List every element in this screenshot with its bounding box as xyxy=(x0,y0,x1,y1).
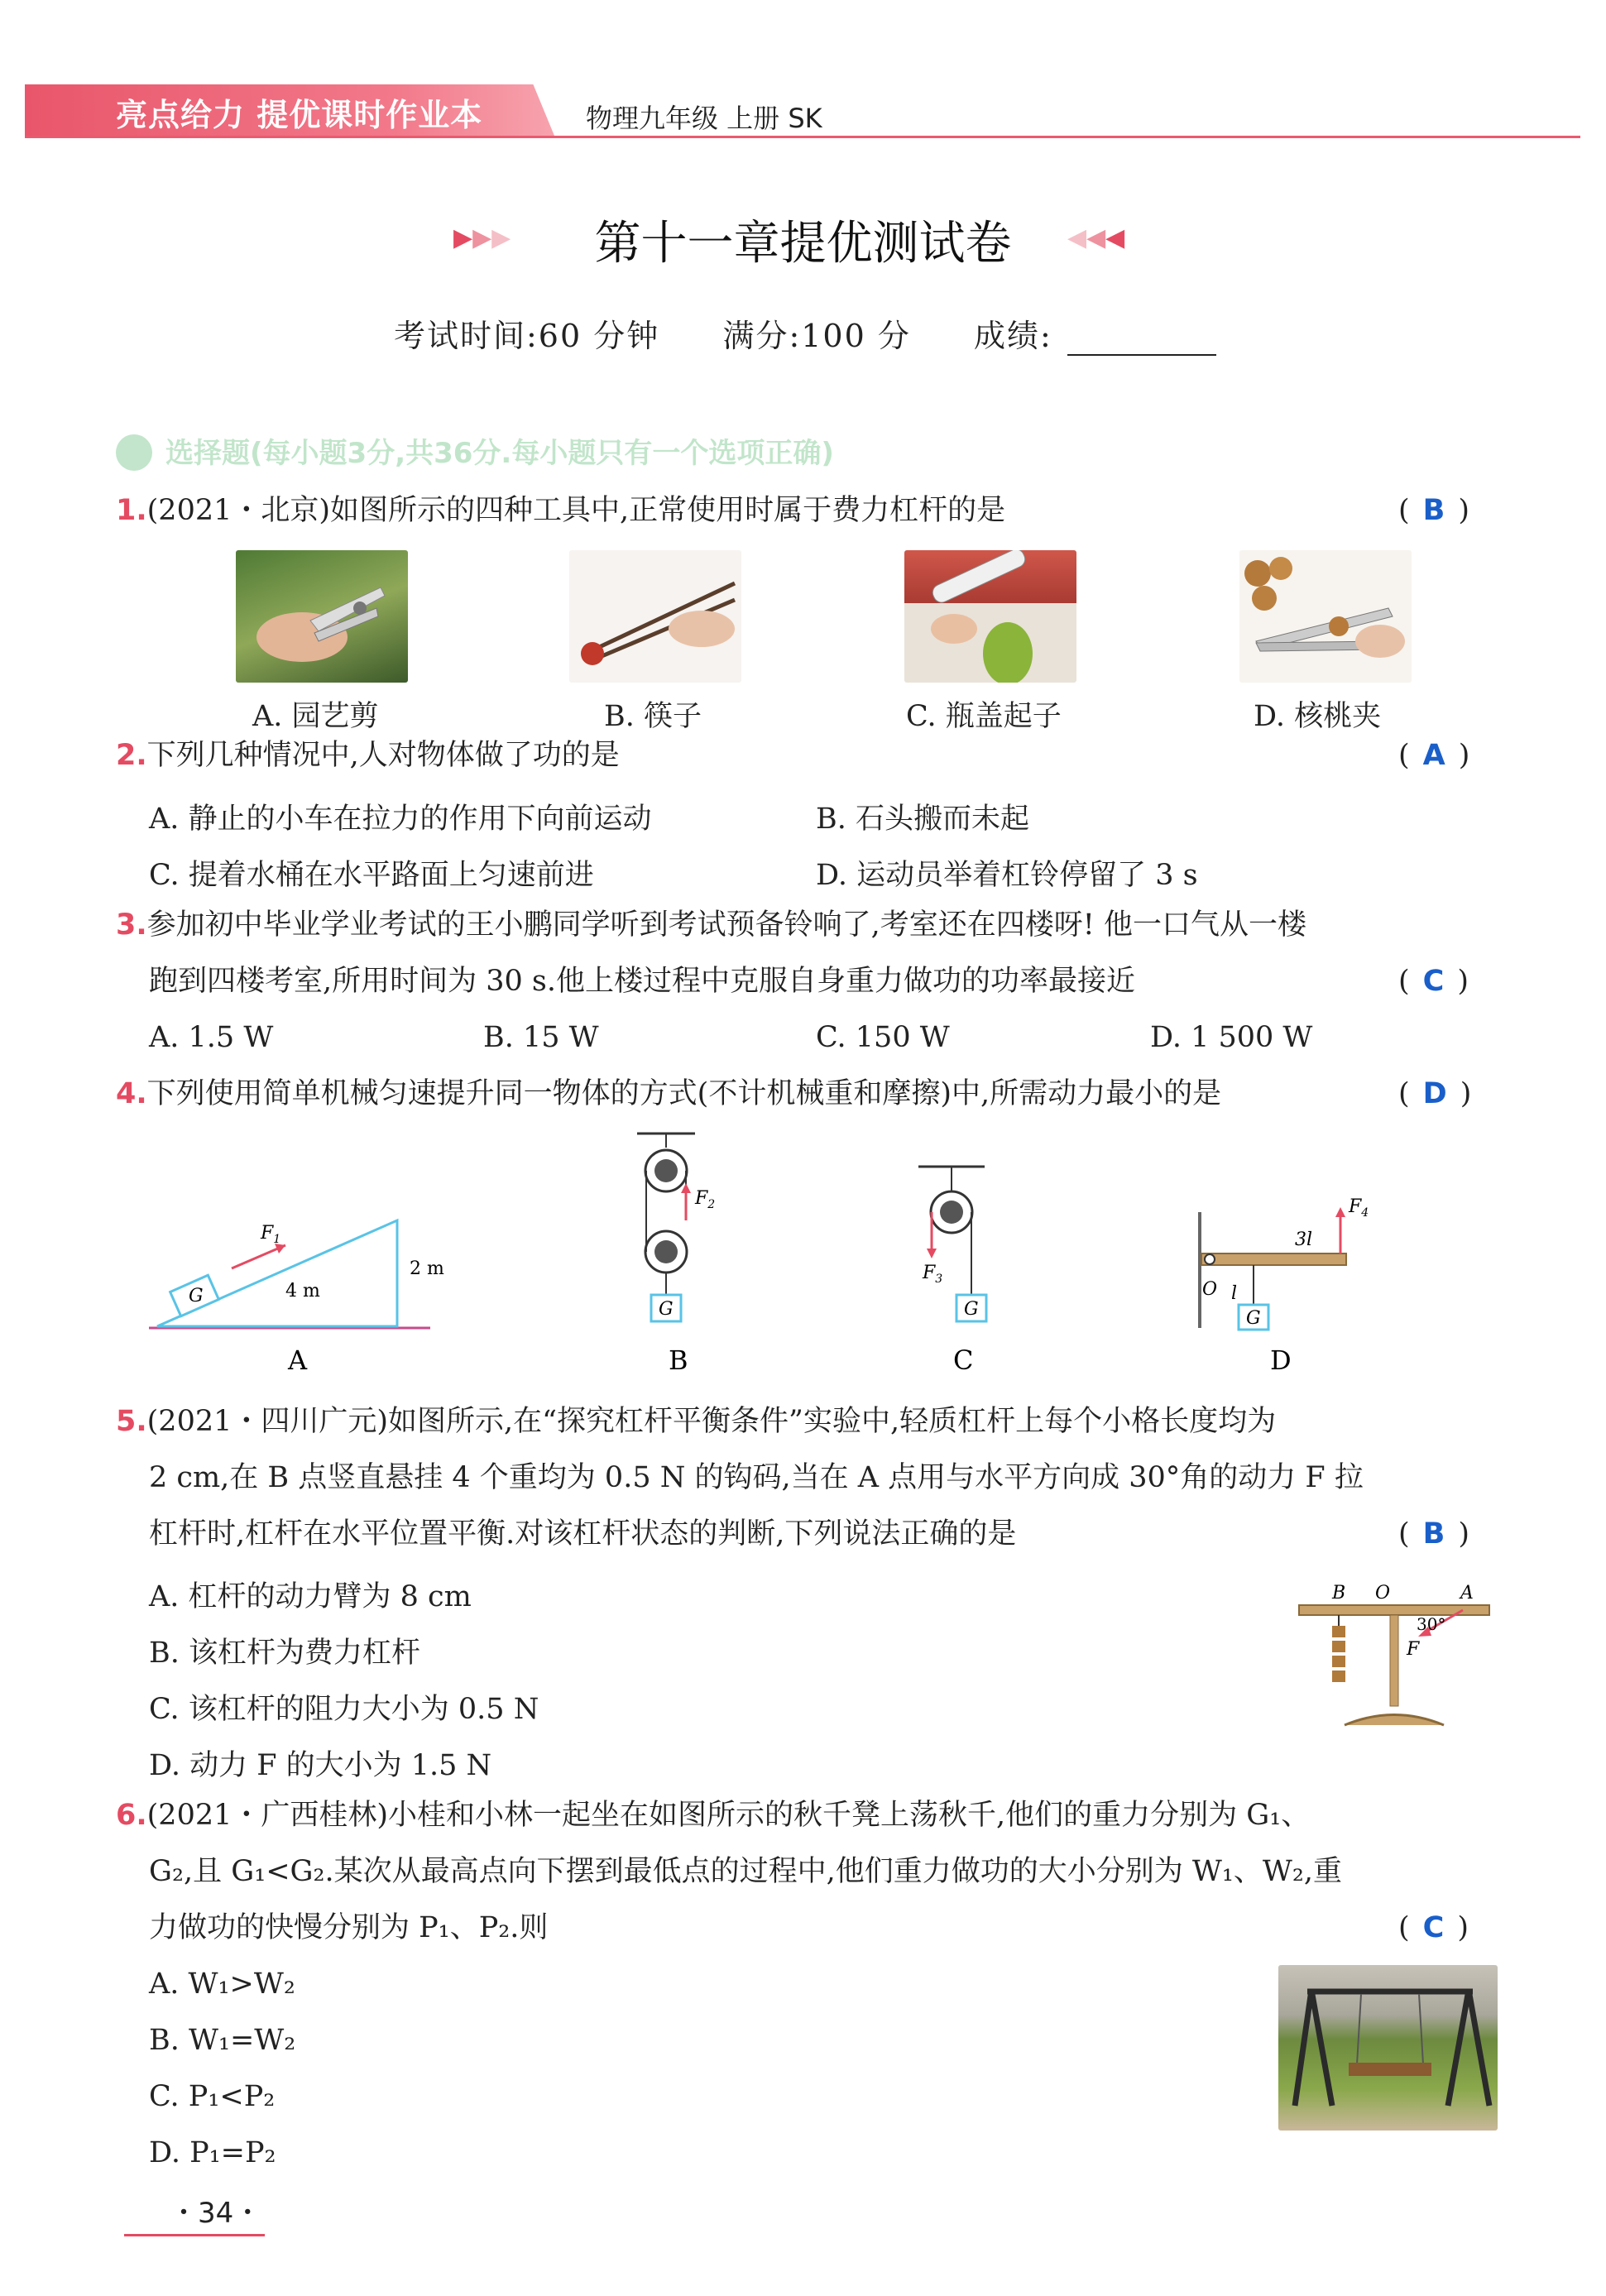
label-4m: 4 m xyxy=(285,1281,320,1301)
diagram-b-pulley-block xyxy=(637,1134,715,1376)
diagram-label-c: C xyxy=(953,1345,974,1376)
question-number: 1. xyxy=(116,494,147,527)
q2-option-b: B. 石头搬而未起 xyxy=(816,803,1029,836)
label-g: G xyxy=(1246,1308,1261,1329)
question-3 xyxy=(116,908,1306,942)
diagram-d-lever xyxy=(1200,1196,1369,1376)
garden-shears-photo xyxy=(236,550,408,683)
question-5 xyxy=(116,1405,1276,1438)
q2-option-d: D. 运动员举着杠铃停留了 3 s xyxy=(816,859,1198,892)
bottle-opener-photo xyxy=(904,550,1076,683)
question-text: 下列几种情况中,人对物体做了功的是 xyxy=(146,739,620,772)
answer-2: ( A ) xyxy=(1398,739,1470,772)
answer-6: ( C ) xyxy=(1398,1911,1469,1944)
q1-option-b: B. 筷子 xyxy=(604,700,702,733)
question-text-line1: 参加初中毕业学业考试的王小鹏同学听到考试预备铃响了,考室还在四楼呀! 他一口气从一楼 xyxy=(146,908,1306,942)
label-g: G xyxy=(189,1286,204,1306)
answer-5: ( B ) xyxy=(1398,1517,1469,1551)
q5-option-a: A. 杠杆的动力臂为 8 cm xyxy=(149,1580,472,1613)
q6-option-a: A. W₁>W₂ xyxy=(149,1968,295,2001)
label-a: A xyxy=(1460,1583,1474,1603)
label-f4: $F_4$ xyxy=(1349,1196,1369,1220)
diagram-label-d: D xyxy=(1270,1345,1292,1376)
answer-letter: A xyxy=(1422,739,1445,772)
section-badge-icon xyxy=(116,434,152,471)
answer-letter: C xyxy=(1422,965,1445,998)
diagram-a-incline xyxy=(149,1220,444,1376)
q5-option-c: C. 该杠杆的阻力大小为 0.5 N xyxy=(149,1693,539,1726)
answer-3: ( C ) xyxy=(1398,965,1469,998)
question-2 xyxy=(116,739,620,772)
q2-option-a: A. 静止的小车在拉力的作用下向前运动 xyxy=(149,803,652,836)
label-angle: 30° xyxy=(1417,1614,1446,1634)
question-1 xyxy=(116,494,1005,527)
answer-letter: C xyxy=(1422,1911,1445,1944)
q3-option-c: C. 150 W xyxy=(816,1021,950,1054)
exam-time: 考试时间:60 分钟 xyxy=(394,318,660,354)
q1-option-d: D. 核桃夹 xyxy=(1254,700,1382,733)
nutcracker-photo xyxy=(1239,550,1412,683)
header-divider xyxy=(25,136,1580,138)
q6-option-d: D. P₁=P₂ xyxy=(149,2136,276,2169)
title-arrows-right-icon: ◀◀◀ xyxy=(1067,223,1125,252)
exam-info xyxy=(394,310,1052,356)
score-blank xyxy=(1067,354,1216,356)
label-f1: $F_1$ xyxy=(261,1223,281,1246)
label-2m: 2 m xyxy=(410,1258,444,1279)
q3-option-b: B. 15 W xyxy=(483,1021,599,1054)
q3-option-d: D. 1 500 W xyxy=(1150,1021,1313,1054)
title-arrows-left-icon: ▶▶▶ xyxy=(453,223,511,252)
question-number: 3. xyxy=(116,908,147,942)
diagram-label-a: A xyxy=(288,1345,308,1376)
label-l: l xyxy=(1231,1283,1238,1304)
answer-4: ( D ) xyxy=(1398,1077,1472,1110)
question-number: 2. xyxy=(116,739,147,772)
question-6 xyxy=(116,1799,1310,1832)
label-o: O xyxy=(1202,1279,1218,1300)
diagram-label-b: B xyxy=(669,1345,688,1376)
q6-option-b: B. W₁=W₂ xyxy=(149,2024,296,2057)
label-g: G xyxy=(964,1299,979,1320)
answer-1: ( B ) xyxy=(1398,494,1469,527)
question-6-line2: G₂,且 G₁<G₂.某次从最高点向下摆到最低点的过程中,他们重力做功的大小分别为 W₁、W₂,重 xyxy=(149,1855,1343,1888)
q5-option-d: D. 动力 F 的大小为 1.5 N xyxy=(149,1749,492,1782)
chopsticks-photo xyxy=(569,550,741,683)
q1-option-c: C. 瓶盖起子 xyxy=(906,700,1062,733)
question-text-line1: (2021・四川广元)如图所示,在“探究杠杆平衡条件”实验中,轻质杠杆上每个小格长度均为 xyxy=(146,1405,1277,1438)
question-4 xyxy=(116,1077,1221,1110)
q2-option-c: C. 提着水桶在水平路面上匀速前进 xyxy=(149,859,594,892)
q6-option-c: C. P₁<P₂ xyxy=(149,2080,276,2113)
label-b: B xyxy=(1332,1583,1346,1603)
answer-letter: B xyxy=(1422,494,1445,527)
label-f2: $F_2$ xyxy=(695,1188,716,1211)
label-f3: $F_3$ xyxy=(923,1263,943,1286)
answer-letter: D xyxy=(1422,1077,1447,1110)
label-3l: 3l xyxy=(1295,1229,1313,1250)
lever-experiment-diagram xyxy=(1282,1572,1514,1738)
question-text: 下列使用简单机械匀速提升同一物体的方式(不计机械重和摩擦)中,所需动力最小的是 xyxy=(146,1077,1222,1110)
question-6-line3: 力做功的快慢分别为 P₁、P₂.则 xyxy=(149,1911,549,1944)
series-title: 亮点给力 提优课时作业本 xyxy=(116,97,483,133)
exam-score: 成绩: xyxy=(974,318,1052,354)
exam-full-score: 满分:100 分 xyxy=(722,318,911,354)
label-g: G xyxy=(659,1299,674,1320)
q3-option-a: A. 1.5 W xyxy=(149,1021,274,1054)
q1-option-a: A. 园艺剪 xyxy=(252,700,379,733)
page-number: ・34・ xyxy=(170,2197,262,2230)
question-number: 4. xyxy=(116,1077,147,1110)
diagram-c-single-pulley xyxy=(918,1167,986,1376)
label-o: O xyxy=(1375,1583,1391,1603)
q5-option-b: B. 该杠杆为费力杠杆 xyxy=(149,1637,420,1670)
swing-photo xyxy=(1278,1965,1498,2131)
section-heading: 选择题(每小题3分,共36分.每小题只有一个选项正确) xyxy=(165,437,834,470)
page-number-underline xyxy=(124,2234,265,2236)
page-title: 第十一章提优测试卷 xyxy=(594,217,1012,271)
question-3-line2: 跑到四楼考室,所用时间为 30 s.他上楼过程中克服自身重力做功的功率最接近 xyxy=(149,965,1136,998)
question-5-line3: 杠杆时,杠杆在水平位置平衡.对该杠杆状态的判断,下列说法正确的是 xyxy=(149,1517,1017,1551)
subject-label: 物理九年级 上册 SK xyxy=(586,103,822,134)
answer-letter: B xyxy=(1422,1517,1445,1551)
q4-diagrams xyxy=(141,1129,1398,1382)
question-number: 5. xyxy=(116,1405,147,1438)
question-text: (2021・北京)如图所示的四种工具中,正常使用时属于费力杠杆的是 xyxy=(146,494,1006,527)
question-5-line2: 2 cm,在 B 点竖直悬挂 4 个重均为 0.5 N 的钩码,当在 A 点用与水平方向成 30°角的动力 F 拉 xyxy=(149,1461,1364,1494)
label-f: F xyxy=(1407,1639,1420,1660)
question-number: 6. xyxy=(116,1799,147,1832)
question-text-line1: (2021・广西桂林)小桂和小林一起坐在如图所示的秋千凳上荡秋千,他们的重力分别为 G₁、 xyxy=(146,1799,1311,1832)
